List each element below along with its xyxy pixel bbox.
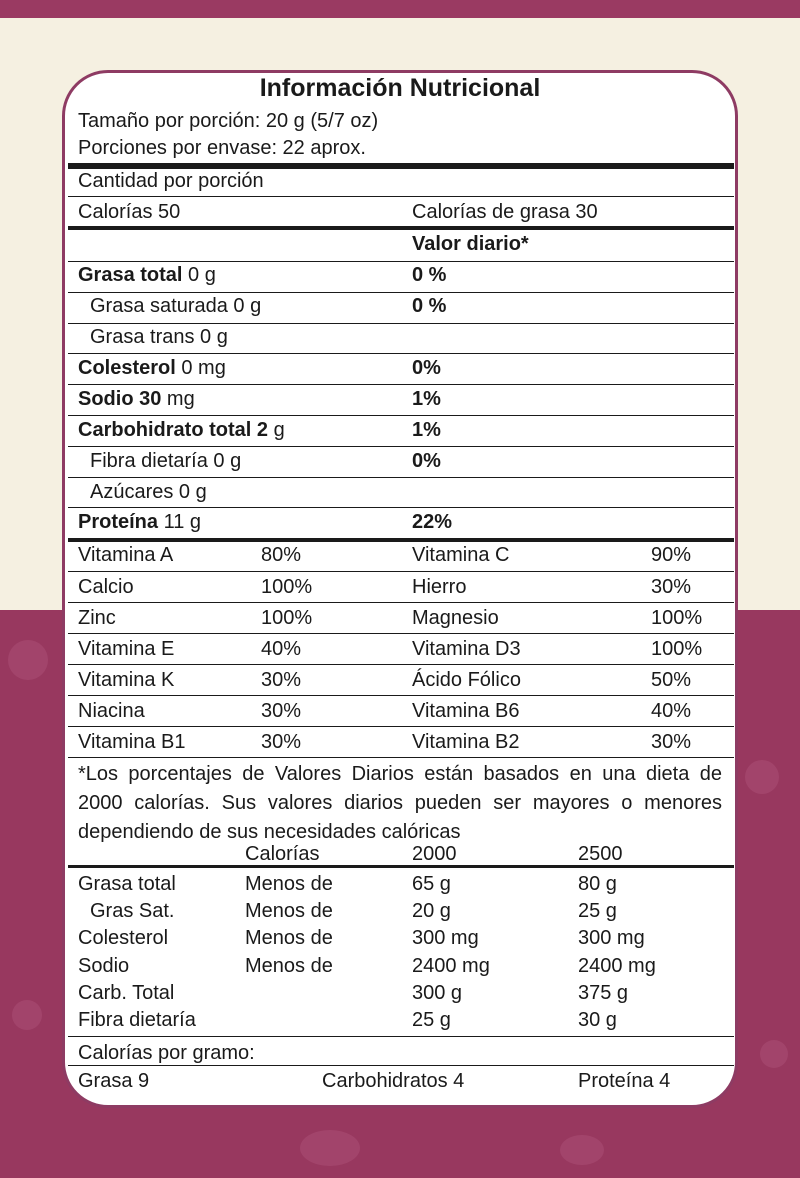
vitamin-name: Vitamina E [78,638,175,660]
vitamin-percent: 40% [651,700,692,722]
vitamin-percent: 90% [651,544,692,566]
rule-line [68,726,734,727]
reference-value: 65 g [412,873,451,895]
vitamin-name: Vitamina B1 [78,731,186,753]
calories-from-fat: Calorías de grasa 30 [412,201,598,223]
vitamin-name: Niacina [78,700,145,722]
rule-line [68,446,734,447]
amount-per-serving: Cantidad por porción [78,170,264,192]
rule-line [68,353,734,354]
decor-bubble [745,760,779,794]
nutrient-name-bold: Grasa total [78,264,183,286]
decor-bubble [300,1130,360,1166]
rule-line [68,196,734,197]
decor-bubble [760,1040,788,1068]
vitamin-name: Vitamina A [78,544,174,566]
per-gram-carbs: Carbohidratos 4 [322,1070,465,1092]
nutrient-daily-value: 22% [412,511,453,533]
vitamin-percent: 80% [261,544,302,566]
nutrient-amount: 11 g [158,511,202,533]
reference-value: 300 g [412,982,463,1004]
daily-value-header: Valor diario* [412,233,529,255]
rule-line [68,602,734,603]
nutrient-amount: Grasa trans 0 g [90,326,228,348]
nutrient-name-bold: Colesterol [78,357,176,379]
vitamin-percent: 30% [651,576,692,598]
nutrient-amount: g [268,419,285,441]
rule-line [68,1065,734,1066]
reference-value: 30 g [578,1009,617,1031]
nutrient-name [78,510,201,534]
rule-line [68,507,734,508]
nutrient-name [90,480,207,504]
reference-value: Menos de [245,900,333,922]
rule-line [68,538,734,542]
serving-size: Tamaño por porción: 20 g (5/7 oz) [78,110,379,132]
nutrient-daily-value: 0 % [412,264,447,286]
nutrient-name [90,294,261,318]
vitamin-percent: 30% [651,731,692,753]
rule-line [68,757,734,758]
reference-header: 2000 [412,843,457,865]
reference-value: Menos de [245,927,333,949]
vitamin-name: Ácido Fólico [412,669,521,691]
rule-line [68,477,734,478]
rule-line [68,292,734,293]
reference-nutrient: Gras Sat. [90,900,175,922]
reference-value: 375 g [578,982,629,1004]
nutrient-daily-value: 1% [412,419,441,441]
nutrient-name [90,449,241,473]
vitamin-name: Vitamina D3 [412,638,521,660]
reference-nutrient: Carb. Total [78,982,175,1004]
nutrient-name-bold: Carbohidrato total 2 [78,419,269,441]
background-top-stripe [0,0,800,18]
calories-per-gram-label: Calorías por gramo: [78,1042,255,1064]
reference-value: 80 g [578,873,617,895]
nutrient-name [90,325,228,349]
nutrient-amount: Grasa saturada 0 g [90,295,262,317]
rule-line [68,695,734,696]
vitamin-percent: 30% [261,669,302,691]
vitamin-percent: 50% [651,669,692,691]
reference-value: Menos de [245,955,333,977]
reference-nutrient: Sodio [78,955,130,977]
nutrient-name-bold: Sodio 30 [78,388,162,410]
vitamin-name: Calcio [78,576,134,598]
calories: Calorías 50 [78,201,181,223]
reference-value: 20 g [412,900,451,922]
reference-value: 2400 mg [578,955,656,977]
rule-line [68,664,734,665]
vitamin-percent: 100% [261,576,313,598]
nutrient-name [78,418,285,442]
nutrient-name-bold: Proteína [78,511,159,533]
nutrient-name [78,263,216,287]
rule-line [68,1036,734,1037]
label-title: Información Nutricional [259,74,541,102]
vitamin-percent: 100% [651,607,703,629]
nutrient-amount: 0 g [182,264,216,286]
rule-line [68,571,734,572]
vitamin-percent: 30% [261,700,302,722]
vitamin-name: Vitamina C [412,544,510,566]
vitamin-name: Vitamina K [78,669,175,691]
rule-line [68,323,734,324]
nutrient-amount: Fibra dietaría 0 g [90,450,242,472]
nutrient-name [78,387,195,411]
decor-bubble [560,1135,604,1165]
reference-nutrient: Colesterol [78,927,169,949]
reference-value: 2400 mg [412,955,490,977]
reference-value: 25 g [412,1009,451,1031]
rule-line [68,226,734,230]
reference-value: 300 mg [412,927,479,949]
nutrient-daily-value: 1% [412,388,441,410]
reference-value: 25 g [578,900,617,922]
footnote: *Los porcentajes de Valores Diarios están basados en una dieta de 2000 calorías. Sus valores diarios pueden ser mayores o menores dependiendo de sus necesidades calóricas [78,763,722,843]
vitamin-percent: 30% [261,731,302,753]
vitamin-percent: 100% [651,638,703,660]
reference-nutrient: Grasa total [78,873,176,895]
reference-header: Calorías [245,843,320,865]
nutrient-amount: 0 mg [175,357,226,379]
reference-value: 300 mg [578,927,645,949]
reference-value: Menos de [245,873,333,895]
vitamin-name: Vitamina B2 [412,731,520,753]
vitamin-percent: 100% [261,607,313,629]
nutrient-name [78,356,226,380]
per-gram-protein: Proteína 4 [578,1070,671,1092]
rule-line [68,415,734,416]
nutrient-daily-value: 0 % [412,295,447,317]
decor-bubble [8,640,48,680]
rule-line [68,633,734,634]
reference-nutrient: Fibra dietaría [78,1009,196,1031]
rule-line [68,865,734,868]
rule-line [68,261,734,262]
nutrient-amount: Azúcares 0 g [90,481,207,503]
nutrient-daily-value: 0% [412,450,441,472]
nutrient-amount: mg [161,388,195,410]
vitamin-name: Magnesio [412,607,499,629]
per-gram-fat: Grasa 9 [78,1070,150,1092]
vitamin-percent: 40% [261,638,302,660]
rule-line [68,384,734,385]
vitamin-name: Zinc [78,607,116,629]
vitamin-name: Vitamina B6 [412,700,520,722]
nutrient-daily-value: 0% [412,357,441,379]
decor-bubble [12,1000,42,1030]
reference-header: 2500 [578,843,623,865]
servings-per-container: Porciones por envase: 22 aprox. [78,137,366,159]
vitamin-name: Hierro [412,576,467,598]
